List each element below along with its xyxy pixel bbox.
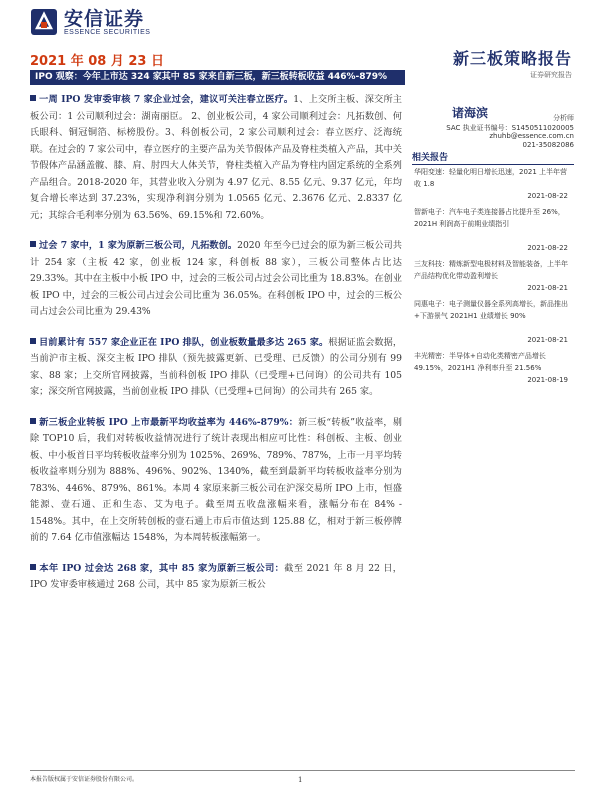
analyst-block bbox=[412, 104, 574, 150]
related-report-text: 丰光精密：半导体+自动化类精密产品增长 49.15%，2021H1 净利率升至 21.56% bbox=[414, 352, 546, 372]
section-heading: 目前累计有 557 家企业正在 IPO 排队，创业板数量最多达 265 家。 bbox=[39, 336, 329, 348]
related-report-item[interactable] bbox=[414, 206, 574, 254]
section-body: 2020 年至今已过会的原为新三板公司共计 254 家（主板 42 家，创业板 124 家，科创板 88 家），三板公司整体占比达 29.33%。其中在主板中小板 IPO 中，过会的三板公司占过会公司比重为 18.83%。在创业板 IPO 中，过会的三板公司占过会公司比重为 36.05%。在科创板 IPO 中，过会的三板公司占过会公司比重为 29.43% bbox=[30, 240, 402, 317]
footer-disclaimer: 本报告版权属于安信证券股份有限公司。 bbox=[30, 776, 139, 783]
headline-banner: IPO 观察：今年上市达 324 家其中 85 家来自新三板，新三板转板收益 446%-879% bbox=[30, 70, 405, 85]
related-report-text: 华阳变速：轻量化明日增长迅速，2021 上半年营收 1.8 bbox=[414, 168, 568, 188]
related-report-text: 智新电子：汽车电子类连接器占比提升至 26%，2021H 利润高于前期业绩指引 bbox=[414, 208, 565, 228]
logo-text-en: ESSENCE SECURITIES bbox=[64, 28, 151, 36]
related-reports-title: 相关报告 bbox=[412, 150, 574, 165]
report-date: 2021 年 08 月 23 日 bbox=[30, 54, 164, 69]
section-heading: 过会 7 家中，1 家为原新三板公司，凡拓数创。 bbox=[39, 240, 238, 251]
bullet-square-icon bbox=[30, 564, 36, 570]
section-1 bbox=[30, 92, 402, 224]
analyst-email[interactable]: zhuhb@essence.com.cn bbox=[489, 132, 574, 140]
bullet-square-icon bbox=[30, 241, 36, 247]
analyst-name: 诸海滨 bbox=[452, 106, 489, 120]
bullet-square-icon bbox=[30, 338, 36, 344]
related-report-date: 2021-08-22 bbox=[527, 192, 568, 200]
logo-emblem-icon bbox=[30, 8, 58, 36]
analyst-role: 分析师 bbox=[553, 114, 574, 122]
section-3 bbox=[30, 335, 402, 401]
section-4 bbox=[30, 415, 402, 547]
section-heading: 本年 IPO 过会达 268 家，其中 85 家为原新三板公司： bbox=[39, 562, 285, 574]
section-2 bbox=[30, 238, 402, 321]
related-report-date: 2021-08-21 bbox=[527, 284, 568, 292]
related-report-item[interactable] bbox=[414, 298, 574, 346]
main-content bbox=[30, 92, 402, 594]
report-subtitle: 证券研究报告 bbox=[530, 71, 572, 79]
section-body: 1、上交所主板、深交所主板公司：1 公司顺利过会：湖南丽臣。 2、创业板公司，4 家公司顺利过会：凡拓数创、何氏眼科、铜冠铜箔、标榜股份。3、科创板公司，2 家公司顺利过会：春立医疗、泛海统联。在过会的 7 家公司中，春立医疗的主要产品为关节假体产品及脊柱类植入产品，其中关节假体产品涵盖髋、膝、肩、肘四大人体关节，脊柱类植入产品为脊柱内固定系统的全系列产品组合。2018-2020 年，其营业收入分别为 4.97 亿元、8.55 亿元、9.37 亿元，年均复合增长率达到 37.23%，实现净利润分别为 1.0565 亿元、2.3676 亿元、2.8337 亿元；其综合毛利率分别为 63.56%、69.15%和 72.60%。 bbox=[30, 94, 402, 221]
related-report-item[interactable] bbox=[414, 258, 574, 294]
related-report-date: 2021-08-22 bbox=[527, 244, 568, 252]
related-report-date: 2021-08-21 bbox=[527, 336, 568, 344]
section-heading: 一周 IPO 发审委审核 7 家企业过会，建议可关注春立医疗。 bbox=[39, 94, 294, 105]
section-heading: 新三板企业转板 IPO 上市最新平均收益率为 446%-879%： bbox=[39, 416, 299, 428]
section-body: 根据证监会数据，当前沪市主板、深交主板 IPO 排队（预先披露更新、已受理、已反馈）的公司分别有 99 家、88 家；上交所官网披露，当前科创板 IPO 排队（已受理+已问询）的公司共有 105 家；深交所官网披露，当前创业板 IPO 排队（已受理+已问询）的公司共有 265 家。 bbox=[30, 336, 403, 397]
analyst-phone: 021-35082086 bbox=[522, 141, 574, 149]
section-body: 截至 2021 年 8 月 22 日，IPO 发审委审核通过 268 公司，其中 85 家为原新三板公 bbox=[30, 562, 402, 590]
logo-text-cn: 安信证券 bbox=[64, 7, 145, 30]
section-body: 新三板“转板”收益率，剔除 TOP10 后，我们对转板收益情况进行了统计表现出相应可比性：科创板、主板、创业板、中小板首日平均转板收益率分别为 1025%、269%、789%、787%，上市一月平均转板收益率则分别为 888%、496%、902%、1340%，截至到最新平均转板收益率分别为 783%、446%、879%、861%。本周 4 家原来新三板公司在沪深交易所 IPO 上市，恒盛能源、壹石通、正和生态、艾为电子。截至周五收盘涨幅来看，涨幅分布在 84% - 1548%。其中，在上交所转创板的壹石通上市后市值达到 125.88 亿，相对于新三板停牌前的 7.64 亿市值涨幅达 1548%，为本周转板涨幅第一。 bbox=[30, 416, 402, 543]
bullet-square-icon bbox=[30, 418, 36, 424]
section-5 bbox=[30, 561, 402, 594]
report-title: 新三板策略报告 bbox=[452, 49, 572, 68]
related-report-text: 三友科技：精炼新型电极材料及智能装备，上半年产品结构优化带动盈利增长 bbox=[414, 260, 568, 280]
related-report-date: 2021-08-19 bbox=[527, 376, 568, 384]
bullet-square-icon bbox=[30, 95, 36, 101]
company-logo bbox=[30, 8, 150, 36]
related-report-item[interactable] bbox=[414, 350, 574, 386]
related-report-text: 同惠电子：电子测量仪器全系列高增长，新品推出+下游景气 2021H1 业绩增长 90% bbox=[414, 300, 568, 320]
analyst-cert: SAC 执业证书编号：S1450511020005 bbox=[446, 124, 574, 132]
page-number: 1 bbox=[298, 776, 303, 784]
footer-divider bbox=[30, 770, 575, 771]
related-report-item[interactable] bbox=[414, 166, 574, 202]
